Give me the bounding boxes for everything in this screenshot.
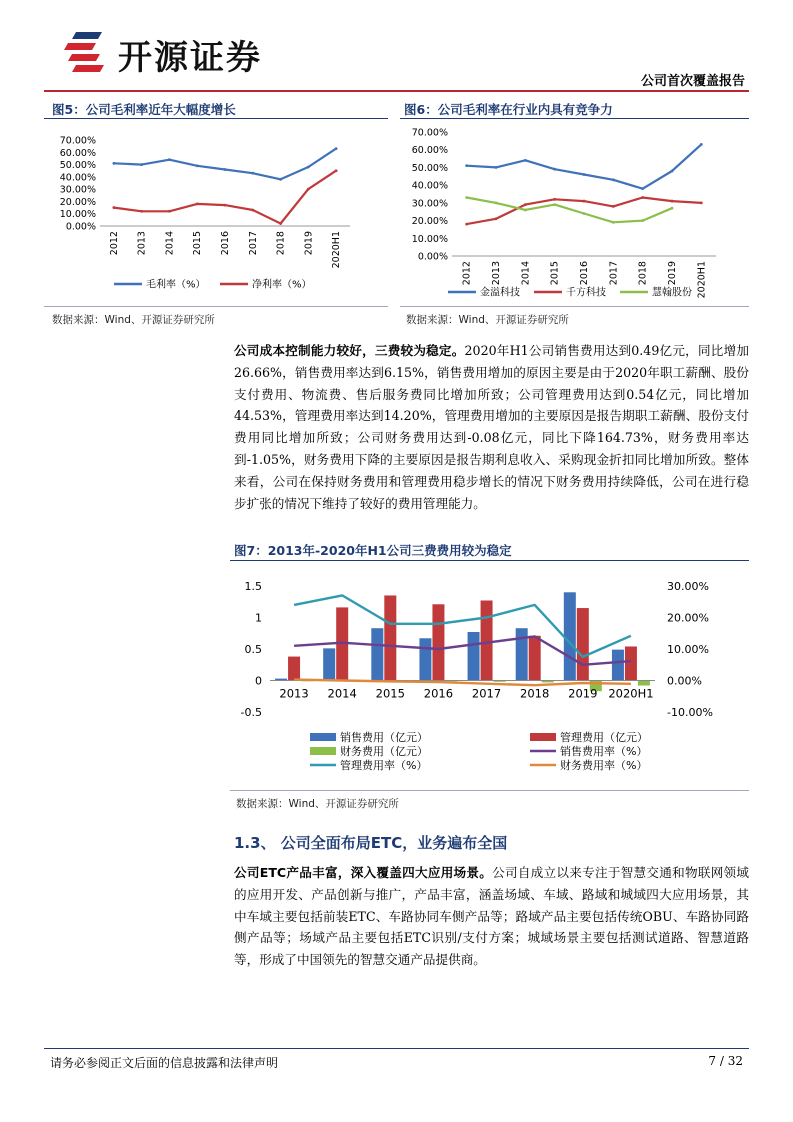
legend-swatch — [530, 733, 556, 741]
cost-control-paragraph — [234, 340, 749, 514]
data-point — [335, 147, 338, 150]
x-tick-label: 2014 — [327, 686, 357, 701]
y-tick-label: 30.00% — [59, 184, 96, 196]
paragraph-body: 公司自成立以来专注于智慧交通和物联网领域的应用开发、产品创新与推广，产品丰富，涵盖场域、车域、路域和城域四大应用场景，其中车域主要包括前装ETC、车路协同车侧产品等；路域产品主要包括传统OBU、车路协同路侧产品等；场域产品主要包括ETC识别/支付方案；城域场景主要包括测试道路、智慧道路等，形成了中国领先的智慧交通产品提供商。 — [234, 865, 750, 968]
footer-disclaimer: 请务必参阅正文后面的信息披露和法律声明 — [50, 1056, 279, 1070]
y-tick-label: 60.00% — [411, 145, 448, 157]
x-tick-label: 2015 — [375, 686, 405, 701]
x-tick-label: 2015 — [192, 231, 204, 256]
left-y-tick-label: -0.5 — [240, 706, 262, 719]
legend-label: 净利率（%） — [252, 279, 312, 291]
y-tick-label: 50.00% — [59, 160, 96, 172]
bar-1 — [612, 650, 624, 681]
legend-label: 金溢科技 — [480, 287, 520, 299]
data-point — [465, 164, 468, 167]
bar-2 — [577, 608, 589, 680]
left-y-tick-label: 0 — [255, 674, 262, 688]
bar-1 — [323, 648, 335, 680]
right-y-tick-label: 20.00% — [667, 611, 709, 625]
data-point — [495, 201, 498, 204]
data-point — [465, 223, 468, 226]
header-rule — [44, 90, 749, 92]
etc-products-paragraph — [234, 862, 749, 971]
y-tick-label: 20.00% — [411, 216, 448, 228]
series-line-1 — [114, 149, 336, 180]
data-point — [465, 196, 468, 199]
data-point — [583, 200, 586, 203]
data-point — [671, 170, 674, 173]
data-point — [251, 172, 254, 175]
bar-2 — [481, 600, 493, 680]
bar-2 — [625, 646, 637, 680]
left-y-tick-label: 1 — [255, 611, 262, 625]
x-tick-label: 2018 — [275, 230, 287, 256]
legend-label: 销售费用率（%） — [560, 745, 648, 758]
y-tick-label: 70.00% — [411, 127, 448, 139]
data-point — [495, 166, 498, 169]
bar-2 — [384, 595, 396, 680]
data-point — [112, 206, 115, 209]
y-tick-label: 0.00% — [417, 251, 448, 263]
left-y-tick-label: 1.5 — [244, 580, 262, 593]
logo-mark-icon — [62, 28, 112, 74]
x-tick-label: 2013 — [491, 261, 502, 286]
legend-label: 销售费用（亿元） — [340, 731, 428, 744]
data-point — [641, 187, 644, 190]
x-tick-label: 2019 — [568, 686, 598, 701]
figure7-title: 图7：2013年-2020年H1公司三费费用较为稳定 — [234, 543, 512, 558]
x-tick-label: 2016 — [579, 261, 590, 286]
data-point — [251, 209, 254, 212]
data-point — [307, 188, 310, 191]
bar-2 — [432, 604, 444, 680]
data-point — [279, 222, 282, 225]
bar-2 — [529, 636, 541, 681]
data-point — [612, 205, 615, 208]
data-point — [524, 209, 527, 212]
x-tick-label: 2019 — [303, 231, 315, 256]
figure7-source-rule — [230, 790, 749, 791]
data-point — [700, 143, 703, 146]
y-tick-label: 60.00% — [59, 147, 96, 159]
data-point — [641, 196, 644, 199]
page-number: 7 / 32 — [708, 1054, 743, 1068]
series-line-1 — [467, 144, 702, 188]
figure5-chart — [44, 122, 388, 302]
bar-1 — [516, 628, 528, 680]
data-point — [641, 219, 644, 222]
data-point — [553, 203, 556, 206]
x-tick-label: 2020H1 — [608, 686, 654, 701]
data-point — [307, 166, 310, 169]
figure6-chart — [400, 122, 749, 302]
paragraph-lead: 公司ETC产品丰富，深入覆盖四大应用场景。 — [234, 865, 493, 880]
data-point — [196, 164, 199, 167]
figure6-source: 数据来源：Wind、开源证券研究所 — [406, 314, 569, 326]
data-point — [279, 178, 282, 181]
figure6-title-rule — [400, 118, 749, 119]
data-point — [700, 201, 703, 204]
data-point — [553, 168, 556, 171]
figure5-title-rule — [44, 118, 388, 119]
data-point — [583, 173, 586, 176]
brand-logo — [62, 28, 292, 78]
x-tick-label: 2013 — [136, 231, 148, 256]
y-tick-label: 40.00% — [59, 172, 96, 184]
data-point — [612, 221, 615, 224]
y-tick-label: 20.00% — [59, 196, 96, 208]
data-point — [524, 159, 527, 162]
brand-name: 开源证券 — [118, 38, 262, 78]
legend-label: 财务费用率（%） — [560, 759, 648, 772]
footer-rule — [44, 1048, 749, 1049]
data-point — [112, 162, 115, 165]
data-point — [196, 202, 199, 205]
data-point — [335, 169, 338, 172]
right-y-tick-label: -10.00% — [667, 706, 713, 719]
legend-label: 千方科技 — [566, 287, 606, 299]
data-point — [140, 163, 143, 166]
data-point — [583, 212, 586, 215]
bar-1 — [468, 632, 480, 681]
paragraph-body: 2020年H1公司销售费用达到0.49亿元，同比增加26.66%，销售费用率达到6.15%，销售费用增加的原因主要是由于2020年职工薪酬、股份支付费用、物流费、售后服务费同比增加所致；公司管理费用达到0.54亿元，同比增加44.53%，管理费用率达到14.20%，管理费用增加的主要原因是报告期职工薪酬、股份支付费用同比增加所致；公司财务费用达到-0.08亿元，同比下降164.73%，财务费用率达到-1.05%，财务费用下降的主要原因是报告期利息收入、采购现金折扣同比增加所致。整体来看，公司在保持财务费用和管理费用稳步增长的情况下财务费用持续降低，公司在进行稳步扩张的情况下维持了较好的费用管理能力。 — [234, 343, 749, 511]
bar-1 — [419, 638, 431, 680]
series-line-2 — [114, 171, 336, 224]
x-tick-label: 2018 — [637, 261, 649, 286]
bar-1 — [371, 628, 383, 680]
legend-label: 管理费用率（%） — [340, 759, 428, 772]
x-tick-label: 2020H1 — [331, 231, 343, 269]
left-y-tick-label: 0.5 — [244, 643, 262, 656]
data-point — [612, 178, 615, 181]
y-tick-label: 0.00% — [65, 221, 96, 233]
x-tick-label: 2012 — [461, 261, 473, 286]
figure7-title-rule — [230, 560, 749, 561]
x-tick-label: 2012 — [108, 231, 120, 256]
figure5-source: 数据来源：Wind、开源证券研究所 — [52, 314, 215, 326]
right-y-tick-label: 10.00% — [667, 643, 709, 656]
y-tick-label: 70.00% — [59, 135, 96, 147]
figure6-title: 图6：公司毛利率在行业内具有竞争力 — [404, 102, 613, 117]
y-tick-label: 10.00% — [411, 233, 448, 245]
x-tick-label: 2014 — [520, 261, 532, 286]
right-y-tick-label: 0.00% — [667, 674, 702, 688]
paragraph-lead: 公司成本控制能力较好，三费较为稳定。 — [234, 343, 465, 358]
data-point — [140, 210, 143, 213]
report-type: 公司首次覆盖报告 — [640, 74, 745, 89]
y-tick-label: 40.00% — [411, 180, 448, 192]
data-point — [224, 204, 227, 207]
data-point — [168, 158, 171, 161]
figure5-source-rule — [44, 306, 388, 307]
x-tick-label: 2016 — [220, 231, 231, 256]
x-tick-label: 2017 — [471, 686, 502, 701]
data-point — [671, 200, 674, 203]
legend-label: 慧翰股份 — [652, 287, 692, 299]
data-point — [671, 207, 674, 210]
x-tick-label: 2014 — [164, 231, 176, 256]
section-heading: 1.3、 公司全面布局ETC，业务遍布全国 — [234, 834, 508, 852]
figure5-title: 图5：公司毛利率近年大幅度增长 — [52, 102, 236, 117]
bar-1 — [564, 592, 576, 680]
data-point — [524, 203, 527, 206]
x-tick-label: 2016 — [423, 686, 454, 701]
data-point — [168, 210, 171, 213]
legend-swatch — [310, 747, 336, 755]
legend-label: 财务费用（亿元） — [340, 745, 428, 758]
y-tick-label: 10.00% — [59, 209, 96, 221]
legend-label: 管理费用（亿元） — [560, 731, 648, 744]
y-tick-label: 30.00% — [411, 198, 448, 210]
x-tick-label: 2019 — [667, 261, 678, 286]
legend-swatch — [310, 733, 336, 741]
x-tick-label: 2017 — [247, 231, 259, 256]
x-tick-label: 2013 — [279, 686, 309, 701]
x-tick-label: 2020H1 — [696, 261, 708, 299]
x-tick-label: 2018 — [520, 686, 550, 701]
right-y-tick-label: 30.00% — [667, 580, 709, 593]
figure7-chart — [230, 566, 749, 786]
bar-2 — [288, 657, 300, 681]
legend-label: 毛利率（%） — [146, 279, 206, 291]
x-tick-label: 2017 — [608, 261, 620, 286]
data-point — [224, 168, 227, 171]
bar-3 — [638, 681, 650, 686]
data-point — [495, 217, 498, 220]
data-point — [553, 198, 556, 201]
y-tick-label: 50.00% — [411, 162, 448, 174]
x-tick-label: 2015 — [549, 261, 561, 286]
figure6-source-rule — [400, 306, 749, 307]
figure7-source: 数据来源：Wind、开源证券研究所 — [236, 798, 399, 810]
